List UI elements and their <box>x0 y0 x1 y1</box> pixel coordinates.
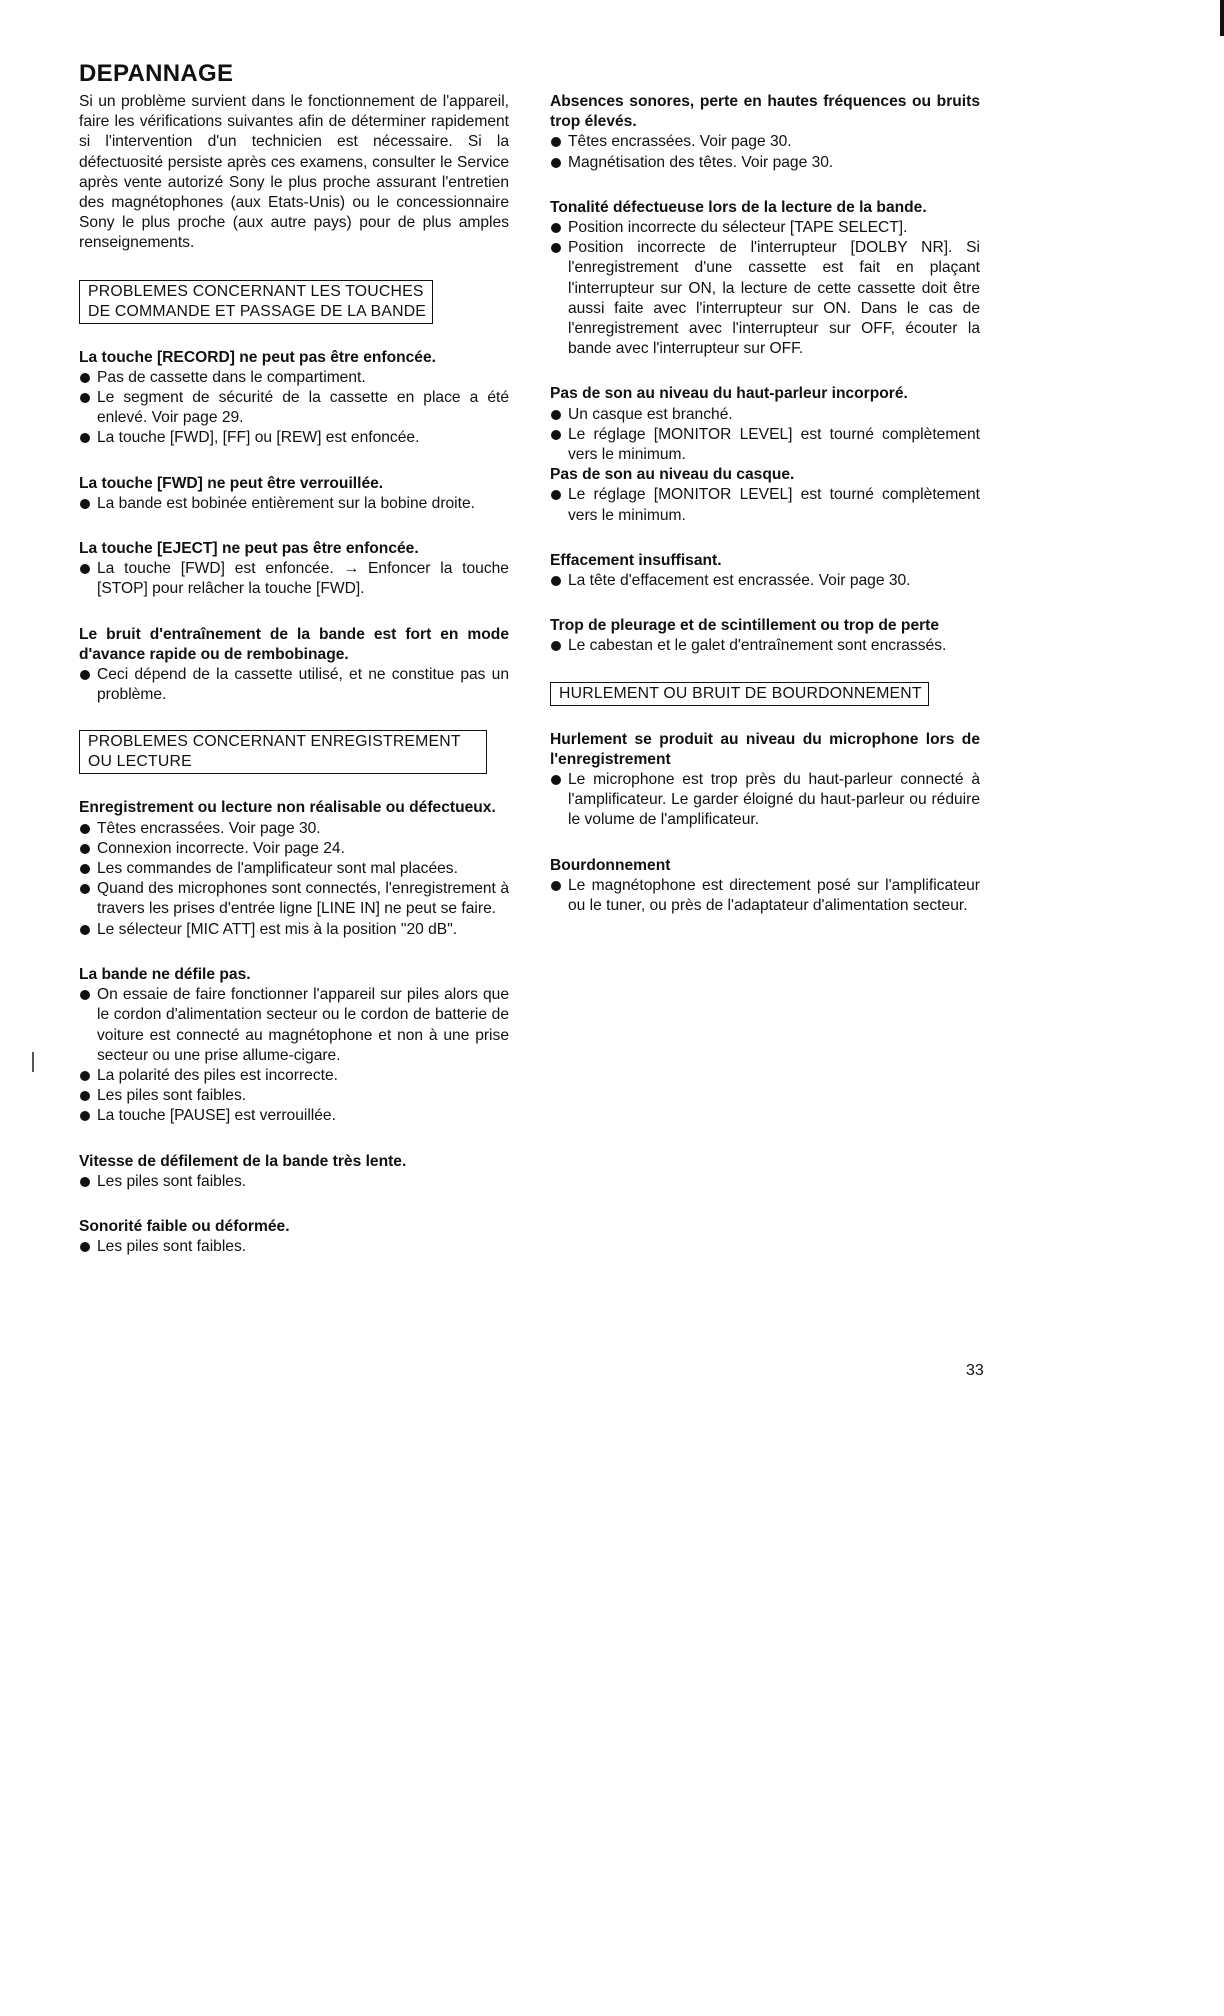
remedy-item: Les piles sont faibles. <box>79 1237 509 1257</box>
remedy-item: Les piles sont faibles. <box>79 1086 509 1106</box>
section-heading-controls <box>79 280 433 324</box>
problem-title: Absences sonores, perte en hautes fréquences ou bruits trop élevés. <box>550 93 980 131</box>
problem-no-sound <box>550 384 980 525</box>
problem-weak-sound <box>79 1217 509 1257</box>
problem-sound-dropouts <box>550 92 980 173</box>
remedy-item: On essaie de faire fonctionner l'appareil sur piles alors que le cordon d'alimentation secteur ou le cordon de batterie de voiture est connecté au magnétophone et non à une prise secteur ou une prise allume-cigare. <box>79 985 509 1066</box>
remedy-item: Le cabestan et le galet d'entraînement sont encrassés. <box>550 636 980 656</box>
problem-title: Vitesse de défilement de la bande très lente. <box>79 1152 407 1170</box>
remedy-item <box>79 559 509 599</box>
problem-wow-flutter <box>550 616 980 656</box>
remedy-item: La polarité des piles est incorrecte. <box>79 1066 509 1086</box>
remedy-item: Le réglage [MONITOR LEVEL] est tourné complètement vers le minimum. <box>550 485 980 525</box>
problem-fwd-key <box>79 474 509 514</box>
section-heading-line: PROBLEMES CONCERNANT LES TOUCHES <box>88 282 424 300</box>
problem-title: Tonalité défectueuse lors de la lecture de la bande. <box>550 198 927 216</box>
right-column <box>550 92 980 941</box>
problem-tape-noise <box>79 625 509 706</box>
remedy-item: Le segment de sécurité de la cassette en place a été enlevé. Voir page 29. <box>79 388 509 428</box>
remedy-item: La touche [PAUSE] est verrouillée. <box>79 1106 509 1126</box>
problem-tape-not-running <box>79 965 509 1127</box>
problem-title: Pas de son au niveau du haut-parleur incorporé. <box>550 385 908 403</box>
remedy-item: Quand des microphones sont connectés, l'enregistrement à travers les prises d'entrée ligne [LINE IN] ne peut se faire. <box>79 879 509 919</box>
remedy-item: La tête d'effacement est encrassée. Voir page 30. <box>550 571 980 591</box>
problem-slow-speed <box>79 1152 509 1192</box>
remedy-item: Position incorrecte de l'interrupteur [DOLBY NR]. Si l'enregistrement d'une cassette est fait en plaçant l'interrupteur sur ON, la lecture de cette cassette doit être aussi faite avec l'interrupteur sur ON. Dans le cas de l'enregistrement avec l'interrupteur sur OFF, écouter la bande avec l'interrupteur sur OFF. <box>550 238 980 359</box>
remedy-item: Les piles sont faibles. <box>79 1172 509 1192</box>
remedy-item: Le réglage [MONITOR LEVEL] est tourné complètement vers le minimum. <box>550 425 980 465</box>
problem-title: Le bruit d'entraînement de la bande est fort en mode d'avance rapide ou de rembobinage. <box>79 625 509 663</box>
remedy-text: Enfoncer la touche [STOP] pour relâcher la touche [FWD]. <box>97 560 509 598</box>
remedy-item: Les commandes de l'amplificateur sont mal placées. <box>79 859 509 879</box>
problem-howling <box>550 730 980 831</box>
problem-title: Bourdonnement <box>550 856 671 874</box>
remedy-item: Le sélecteur [MIC ATT] est mis à la position "20 dB". <box>79 920 509 940</box>
problem-title: Sonorité faible ou déformée. <box>79 1217 290 1235</box>
remedy-item: Connexion incorrecte. Voir page 24. <box>79 839 509 859</box>
remedy-item: Le magnétophone est directement posé sur l'amplificateur ou le tuner, ou près de l'adaptateur d'alimentation secteur. <box>550 876 980 916</box>
problem-title: La touche [RECORD] ne peut pas être enfoncée. <box>79 348 436 366</box>
section-heading-howling <box>550 682 929 706</box>
problem-eject-key <box>79 539 509 600</box>
section-heading-line: PROBLEMES CONCERNANT ENREGISTREMENT <box>88 733 461 751</box>
remedy-item: Têtes encrassées. Voir page 30. <box>550 132 980 152</box>
page-title: DEPANNAGE <box>79 60 234 88</box>
page-edge-mark <box>1220 0 1224 36</box>
problem-title: La touche [FWD] ne peut être verrouillée. <box>79 474 384 492</box>
remedy-item: Ceci dépend de la cassette utilisé, et ne constitue pas un problème. <box>79 665 509 705</box>
remedy-item: La bande est bobinée entièrement sur la bobine droite. <box>79 494 509 514</box>
remedy-item: La touche [FWD], [FF] ou [REW] est enfoncée. <box>79 428 509 448</box>
remedy-item: Le microphone est trop près du haut-parleur connecté à l'amplificateur. Le garder éloigné du haut-parleur ou réduire le volume de l'amplificateur. <box>550 770 980 831</box>
problem-erase <box>550 551 980 591</box>
section-heading-line: OU LECTURE <box>88 753 192 771</box>
margin-mark <box>32 1052 34 1072</box>
section-heading-line: HURLEMENT OU BRUIT DE BOURDONNEMENT <box>559 684 922 702</box>
problem-title: Hurlement se produit au niveau du microphone lors de l'enregistrement <box>550 730 980 768</box>
intro-paragraph: Si un problème survient dans le fonctionnement de l'appareil, faire les vérifications suivantes afin de déterminer rapidement si l'intervention d'un technicien est nécessaire. Si la défectuosité persiste après ces examens, consulter le Service après vente autorizé Sony le plus proche assurant l'entretien des magnétophones (aux Etats-Unis) ou le concessionnaire Sony le plus proche (aux autre pays) pour de plus amples renseignements. <box>79 93 509 252</box>
remedy-item: Magnétisation des têtes. Voir page 30. <box>550 153 980 173</box>
arrow-icon: → <box>343 560 359 578</box>
left-column <box>79 92 509 1257</box>
remedy-item: Un casque est branché. <box>550 405 980 425</box>
problem-title: Trop de pleurage et de scintillement ou trop de perte <box>550 617 940 635</box>
remedy-text: La touche [FWD] est enfoncée. <box>97 560 334 578</box>
remedy-item: Pas de cassette dans le compartiment. <box>79 368 509 388</box>
problem-recording-playback <box>79 798 509 939</box>
problem-title: Enregistrement ou lecture non réalisable ou défectueux. <box>79 799 496 817</box>
problem-hum <box>550 856 980 917</box>
section-heading-recording <box>79 730 487 774</box>
remedy-item: Position incorrecte du sélecteur [TAPE SELECT]. <box>550 218 980 238</box>
problem-tonality <box>550 198 980 360</box>
problem-title: Pas de son au niveau du casque. <box>550 466 795 484</box>
problem-title: La touche [EJECT] ne peut pas être enfoncée. <box>79 540 419 558</box>
problem-title: La bande ne défile pas. <box>79 965 251 983</box>
remedy-item: Têtes encrassées. Voir page 30. <box>79 819 509 839</box>
problem-record-key <box>79 348 509 449</box>
problem-title: Effacement insuffisant. <box>550 551 722 569</box>
section-heading-line: DE COMMANDE ET PASSAGE DE LA BANDE <box>88 302 427 320</box>
page-number: 33 <box>966 1362 984 1379</box>
